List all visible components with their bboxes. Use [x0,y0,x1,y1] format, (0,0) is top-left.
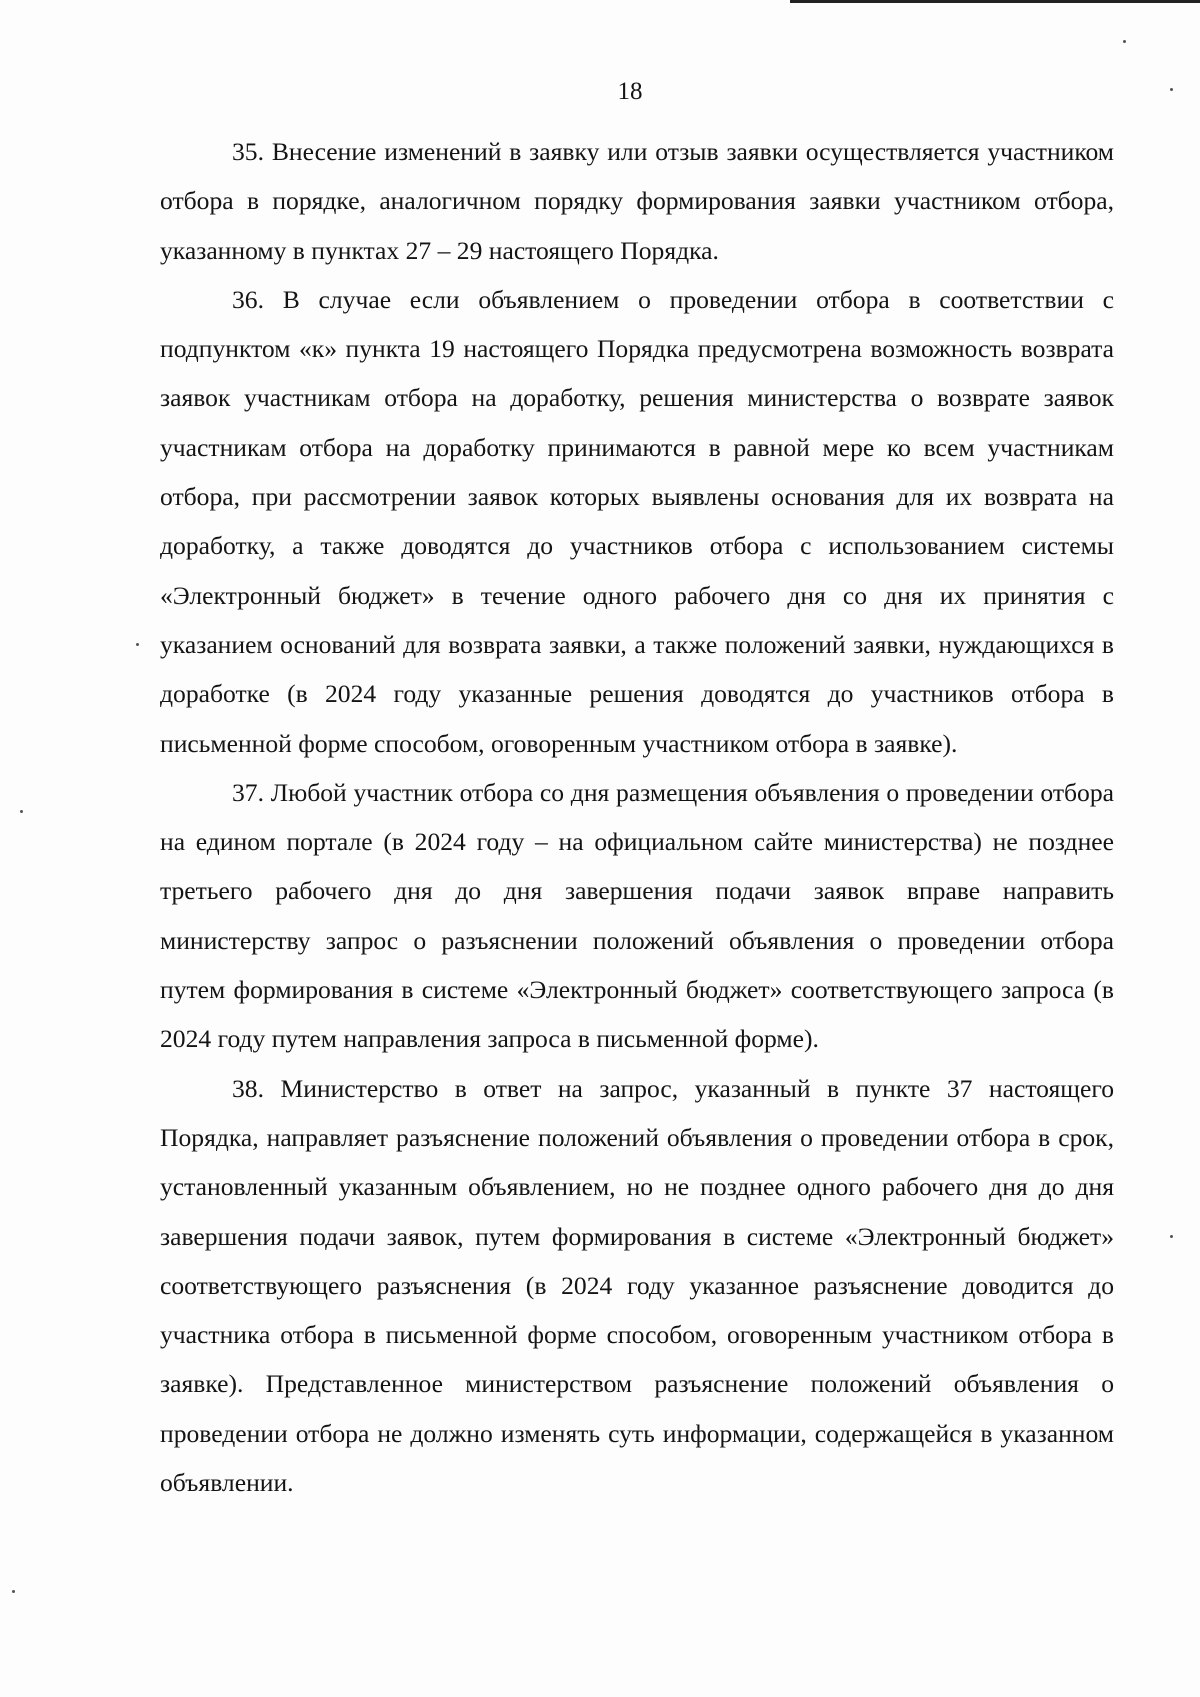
scan-speck [12,1590,15,1593]
top-edge-rule [790,0,1200,3]
scan-speck [1123,40,1126,43]
document-body [160,127,1114,1507]
paragraph-36: 36. В случае если объявлением о проведении отбора в соответствии с подпунктом «к» пункта 19 настоящего Порядка предусмотрена возможность возврата заявок участникам отбора на доработку, решения министерства о возврате заявок участникам отбора на доработку принимаются в равной мере ко всем участникам отбора, при рассмотрении заявок которых выявлены основания для их возврата на доработку, а также доводятся до участников отбора с использованием системы «Электронный бюджет» в течение одного рабочего дня со дня их принятия с указанием оснований для возврата заявки, а также положений заявки, нуждающихся в доработке (в 2024 году указанные решения доводятся до участников отбора в письменной форме способом, оговоренным участником отбора в заявке). [160,284,1114,758]
page-number: 18 [617,78,643,105]
scan-speck [136,643,139,646]
scan-speck [1170,88,1173,91]
paragraph-38: 38. Министерство в ответ на запрос, указанный в пункте 37 настоящего Порядка, направляет разъяснение положений объявления о проведении отбора в срок, установленный указанным объявлением, но не позднее одного рабочего дня до дня завершения подачи заявок, путем формирования в системе «Электронный бюджет» соответствующего разъяснения (в 2024 году указанное разъяснение доводится до участника отбора в письменной форме способом, оговоренным участником отбора в заявке). Представленное министерством разъяснение положений объявления о проведении отбора не должно изменять суть информации, содержащейся в указанном объявлении. [160,1073,1114,1498]
scan-speck [1170,1235,1173,1238]
paragraph-37: 37. Любой участник отбора со дня размещения объявления о проведении отбора на едином портале (в 2024 году – на официальном сайте министерства) не позднее третьего рабочего дня до дня завершения подачи заявок вправе направить министерству запрос о разъяснении положений объявления о проведении отбора путем формирования в системе «Электронный бюджет» соответствующего запроса (в 2024 году путем направления запроса в письменной форме). [160,777,1114,1054]
paragraph-35: 35. Внесение изменений в заявку или отзыв заявки осуществляется участником отбора в порядке, аналогичном порядку формирования заявки участником отбора, указанному в пунктах 27 – 29 настоящего Порядка. [160,137,1114,265]
scan-speck [20,810,23,813]
